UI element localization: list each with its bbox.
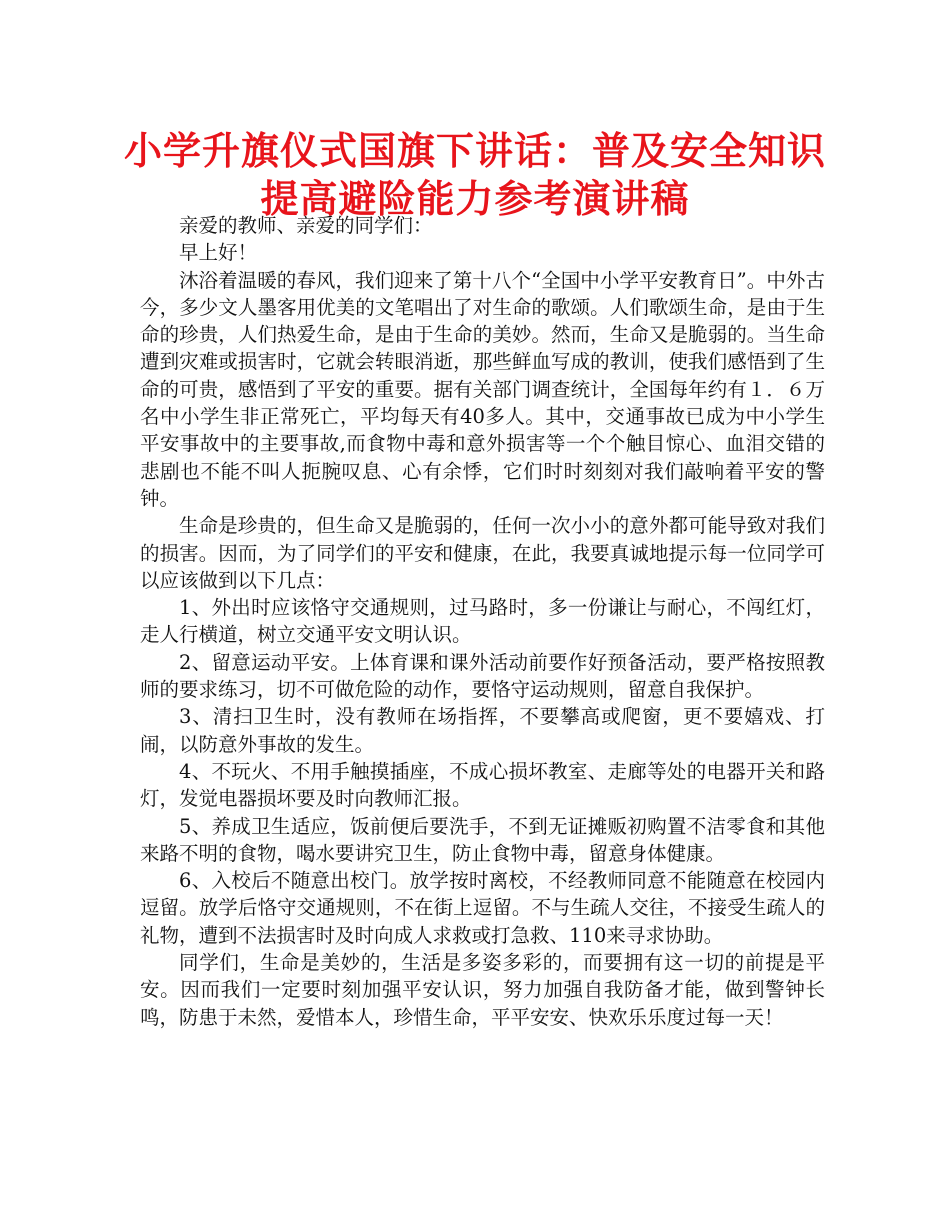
- paragraph-closing: 同学们，生命是美妙的，生活是多姿多彩的，而要拥有这一切的前提是平安。因而我们一定要时刻加强平安认识，努力加强自我防备才能，做到警钟长鸣，防患于未然，爱惜本人，珍惜生命，平平安安、快欢乐乐度过每一天！: [140, 951, 825, 1029]
- document-title-line-2: 提高避险能力参考演讲稿: [260, 177, 690, 221]
- list-item-4: 4、不玩火、不用手触摸插座，不成心损坏教室、走廊等处的电器开关和路灯，发觉电器损坏要及时向教师汇报。: [140, 759, 825, 811]
- document-body: [140, 212, 825, 1031]
- paragraph-intro: 沐浴着温暖的春风，我们迎来了第十八个“全国中小学平安教育日”。中外古今，多少文人墨客用优美的文笔唱出了对生命的歌颂。人们歌颂生命，是由于生命的珍贵，人们热爱生命，是由于生命的美妙。然而，生命又是脆弱的。当生命遭到灾难或损害时，它就会转眼消逝，那些鲜血写成的教训，使我们感悟到了生命的可贵，感悟到了平安的重要。据有关部门调查统计，全国每年约有１．６万名中小学生非正常死亡，平均每天有40多人。其中，交通事故已成为中小学生平安事故中的主要事故,而食物中毒和意外损害等一个个触目惊心、血泪交错的悲剧也不能不叫人扼腕叹息、心有余悸，它们时时刻刻对我们敲响着平安的警钟。: [140, 268, 825, 510]
- list-item-3: 3、清扫卫生时，没有教师在场指挥，不要攀高或爬窗，更不要嬉戏、打闹，以防意外事故的发生。: [140, 705, 825, 756]
- paragraph-reminder: 生命是珍贵的，但生命又是脆弱的，任何一次小小的意外都可能导致对我们的损害。因而，为了同学们的平安和健康，在此，我要真诚地提示每一位同学可以应该做到以下几点：: [140, 514, 825, 592]
- greeting: 早上好！: [179, 241, 258, 265]
- list-item-2: 2、留意运动平安。上体育课和课外活动前要作好预备活动，要严格按照教师的要求练习，切不可做危险的动作，要恪守运动规则，留意自我保护。: [140, 650, 825, 702]
- salutation: 亲爱的教师、亲爱的同学们：: [179, 214, 433, 237]
- document-title-line-1: 小学升旗仪式国旗下讲话：普及安全知识: [123, 129, 826, 173]
- list-item-6: 6、入校后不随意出校门。放学按时离校，不经教师同意不能随意在校园内逗留。放学后恪守交通规则，不在街上逗留。不与生疏人交往，不接受生疏人的礼物，遭到不法损害时及时向成人求救或打急救、110来寻求协助。: [140, 869, 825, 947]
- list-item-5: 5、养成卫生适应，饭前便后要洗手，不到无证摊贩初购置不洁零食和其他来路不明的食物，喝水要讲究卫生，防止食物中毒，留意身体健康。: [140, 814, 825, 865]
- list-item-1: 1、外出时应该恪守交通规则，过马路时，多一份谦让与耐心，不闯红灯，走人行横道，树立交通平安文明认识。: [140, 596, 825, 647]
